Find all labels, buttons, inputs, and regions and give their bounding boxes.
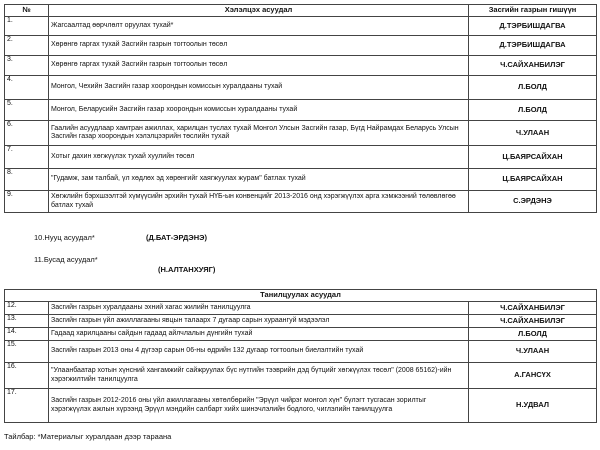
- briefing-header-row: [5, 290, 597, 302]
- row-topic: Монгол, Чехийн Засгийн газар хоорондын комиссын хуралдааны тухай: [49, 76, 469, 100]
- table-row: [5, 17, 597, 36]
- table-row: [5, 100, 597, 121]
- row-topic: Жагсаалтад өөрчлөлт оруулах тухай*: [49, 17, 469, 36]
- agenda-table: [4, 4, 597, 213]
- row-num: 5.: [5, 100, 49, 121]
- row-num: 16.: [5, 363, 49, 389]
- other-item-note: [34, 255, 216, 274]
- row-num: 14.: [5, 328, 49, 341]
- table-row: [5, 169, 597, 191]
- table-row: [5, 146, 597, 169]
- row-topic: Монгол, Беларусийн Засгийн газар хоорондын комиссын хуралдааны тухай: [49, 100, 469, 121]
- row-minister: Ч.САЙХАНБИЛЭГ: [469, 315, 597, 328]
- row-num: 4.: [5, 76, 49, 100]
- table-row: [5, 56, 597, 76]
- row-topic: Хотыг дахин хөгжүүлэх тухай хуулийн төсөл: [49, 146, 469, 169]
- table-row: [5, 328, 597, 341]
- table-row: [5, 315, 597, 328]
- table-row: [5, 121, 597, 146]
- other-item-label: 11.Бусад асуудал*: [34, 255, 98, 264]
- row-minister: Н.УДВАЛ: [469, 389, 597, 423]
- header-num: №: [5, 5, 49, 17]
- row-minister: Л.БОЛД: [469, 100, 597, 121]
- row-num: 8.: [5, 169, 49, 191]
- row-num: 2.: [5, 36, 49, 56]
- table-row: [5, 302, 597, 315]
- row-num: 12.: [5, 302, 49, 315]
- table-row: [5, 76, 597, 100]
- row-num: 6.: [5, 121, 49, 146]
- row-topic: Засгийн газрын 2013 оны 4 дүгээр сарын 06-ны өдрийн 132 дугаар тогтоолын биелэлтийн тухай: [49, 341, 469, 363]
- row-num: 9.: [5, 191, 49, 213]
- row-num: 13.: [5, 315, 49, 328]
- row-num: 15.: [5, 341, 49, 363]
- row-num: 1.: [5, 17, 49, 36]
- table-row: [5, 191, 597, 213]
- secret-item-label: 10.Нууц асуудал*: [34, 233, 95, 242]
- row-num: 7.: [5, 146, 49, 169]
- table-row: [5, 341, 597, 363]
- table-row: [5, 363, 597, 389]
- row-minister: Л.БОЛД: [469, 328, 597, 341]
- row-topic: "Гудамж, зам талбай, үл хөдлөх эд хөрөнгийг хаягжуулах журам" батлах тухай: [49, 169, 469, 191]
- row-minister: С.ЭРДЭНЭ: [469, 191, 597, 213]
- row-topic: Засгийн газрын хуралдааны эхний хагас жилийн танилцуулга: [49, 302, 469, 315]
- row-minister: Ч.САЙХАНБИЛЭГ: [469, 302, 597, 315]
- row-num: 3.: [5, 56, 49, 76]
- row-topic: Хөрөнгө гаргах тухай Засгийн газрын тогтоолын төсөл: [49, 36, 469, 56]
- table-row: [5, 36, 597, 56]
- briefing-table: [4, 289, 597, 423]
- row-topic: Хөгжлийн бэрхшээлтэй хүмүүсийн эрхийн тухай НҮБ-ын конвенцийг 2013-2016 онд хэрэгжүүлэх арга хэмжээний төлөвлөгөө батлах тухай: [49, 191, 469, 213]
- secret-item-note: [34, 233, 207, 242]
- row-minister: Ч.УЛААН: [469, 121, 597, 146]
- row-minister: Ч.УЛААН: [469, 341, 597, 363]
- row-topic: "Улаанбаатар хотын хүнсний хангамжийг сайжруулах бүс нутгийн тээврийн дэд бүтцийг хөгжүүлэх төсөл" (2008 65162)-ийн хэрэгжилтийн танилцуулга: [49, 363, 469, 389]
- header-minister: Засгийн газрын гишүүн: [469, 5, 597, 17]
- row-minister: Ц.БАЯРСАЙХАН: [469, 169, 597, 191]
- row-num: 17.: [5, 389, 49, 423]
- header-topic: Хэлэлцэх асуудал: [49, 5, 469, 17]
- row-topic: Засгийн газрын үйл ажиллагааны явцын талаарх 7 дугаар сарын хураангуй мэдээлэл: [49, 315, 469, 328]
- row-minister: Ч.САЙХАНБИЛЭГ: [469, 56, 597, 76]
- secret-item-minister: (Д.БАТ-ЭРДЭНЭ): [146, 233, 207, 242]
- row-minister: Ц.БАЯРСАЙХАН: [469, 146, 597, 169]
- briefing-header: Танилцуулах асуудал: [5, 290, 597, 302]
- other-item-minister: (Н.АЛТАНХУЯГ): [158, 265, 216, 274]
- agenda-header-row: [5, 5, 597, 17]
- row-minister: Л.БОЛД: [469, 76, 597, 100]
- footnote: Тайлбар: *Материалыг хуралдаан дээр тараана: [4, 432, 172, 441]
- row-minister: А.ГАНСҮХ: [469, 363, 597, 389]
- row-topic: Гаалийн асуудлаар хамтран ажиллах, харилцан туслах тухай Монгол Улсын Засгийн газар, Бүгд Найрамдах Беларусь Улсын Засгийн газар хоорондын хэлэлцээрийн төслийн тухай: [49, 121, 469, 146]
- row-minister: Д.ТЭРБИШДАГВА: [469, 36, 597, 56]
- row-minister: Д.ТЭРБИШДАГВА: [469, 17, 597, 36]
- row-topic: Засгийн газрын 2012-2016 оны үйл ажиллагааны хөтөлбөрийн "Эрүүл чийрэг монгол хүн" бүлэгт тусгасан зорилтыг хэрэгжүүлэх ажлын хүрээнд Эрүүл мэндийн салбарт хийх шинэчлэлийн бодлого, чиглэлийн танилцуулга: [49, 389, 469, 423]
- table-row: [5, 389, 597, 423]
- row-topic: Хөрөнгө гаргах тухай Засгийн газрын тогтоолын төсөл: [49, 56, 469, 76]
- row-topic: Гадаад харилцааны сайдын гадаад айлчлалын дүнгийн тухай: [49, 328, 469, 341]
